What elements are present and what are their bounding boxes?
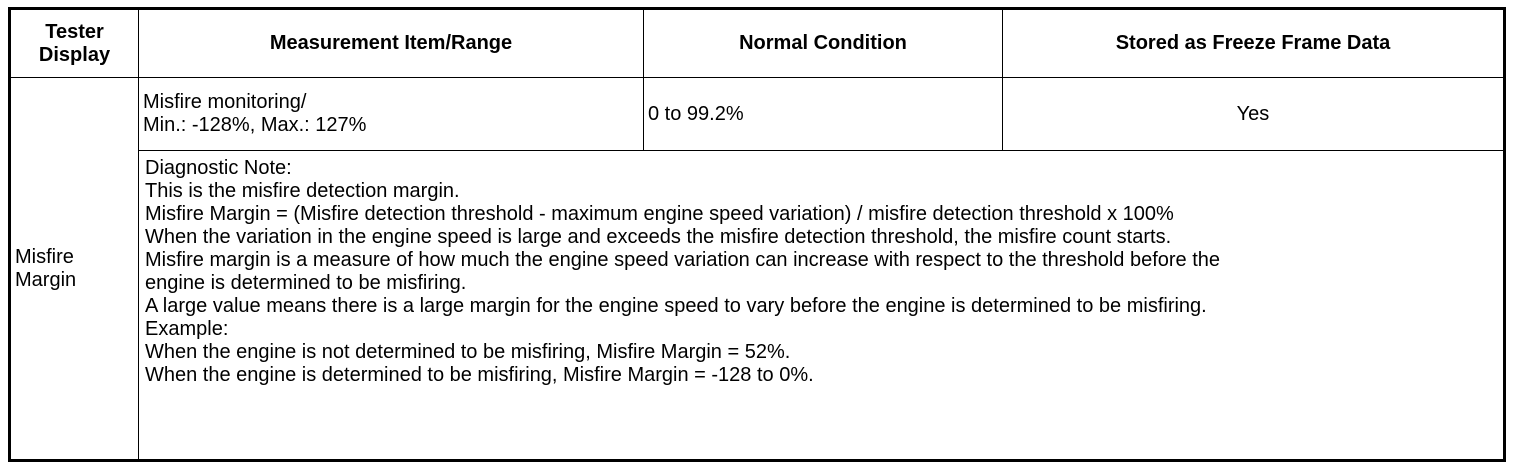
header-measurement-item: Measurement Item/Range [139, 10, 644, 78]
note-line-7: A large value means there is a large margin for the engine speed to vary before the engine is determined to be misfiring. [145, 295, 1207, 317]
measurement-item-line-2: Min.: -128%, Max.: 127% [143, 114, 367, 136]
header-tester-display-line-2: Display [38, 43, 111, 66]
note-line-3: Misfire Margin = (Misfire detection threshold - maximum engine speed variation) / misfire detection threshold x 100% [145, 203, 1174, 225]
header-freeze-frame: Stored as Freeze Frame Data [1003, 10, 1504, 78]
note-line-10: When the engine is determined to be misfiring, Misfire Margin = -128 to 0%. [145, 364, 814, 386]
tester-display-line-1: Misfire [15, 245, 74, 268]
table-row [11, 78, 1504, 151]
note-line-8: Example: [145, 318, 229, 340]
data-list-table-container [8, 7, 1506, 462]
note-line-9: When the engine is not determined to be misfiring, Misfire Margin = 52%. [145, 341, 791, 363]
header-tester-display [11, 10, 139, 78]
note-line-5: Misfire margin is a measure of how much the engine speed variation can increase with respect to the threshold before the [145, 249, 1221, 271]
header-normal-condition: Normal Condition [644, 10, 1003, 78]
cell-tester-display [11, 78, 139, 460]
tester-display-line-2: Margin [15, 268, 77, 291]
diagnostic-note-row [11, 151, 1504, 460]
cell-freeze-frame: Yes [1003, 78, 1504, 151]
cell-normal-condition: 0 to 99.2% [644, 78, 1003, 151]
header-row [11, 10, 1504, 78]
note-line-2: This is the misfire detection margin. [145, 180, 460, 202]
measurement-item-line-1: Misfire monitoring/ [143, 91, 307, 113]
cell-measurement-item [139, 78, 644, 151]
note-line-4: When the variation in the engine speed is large and exceeds the misfire detection threshold, the misfire count starts. [145, 226, 1172, 248]
note-line-6: engine is determined to be misfiring. [145, 272, 467, 294]
note-line-1: Diagnostic Note: [145, 157, 292, 179]
header-tester-display-line-1: Tester [45, 20, 104, 43]
cell-diagnostic-note [139, 151, 1504, 460]
data-list-table [10, 9, 1504, 460]
